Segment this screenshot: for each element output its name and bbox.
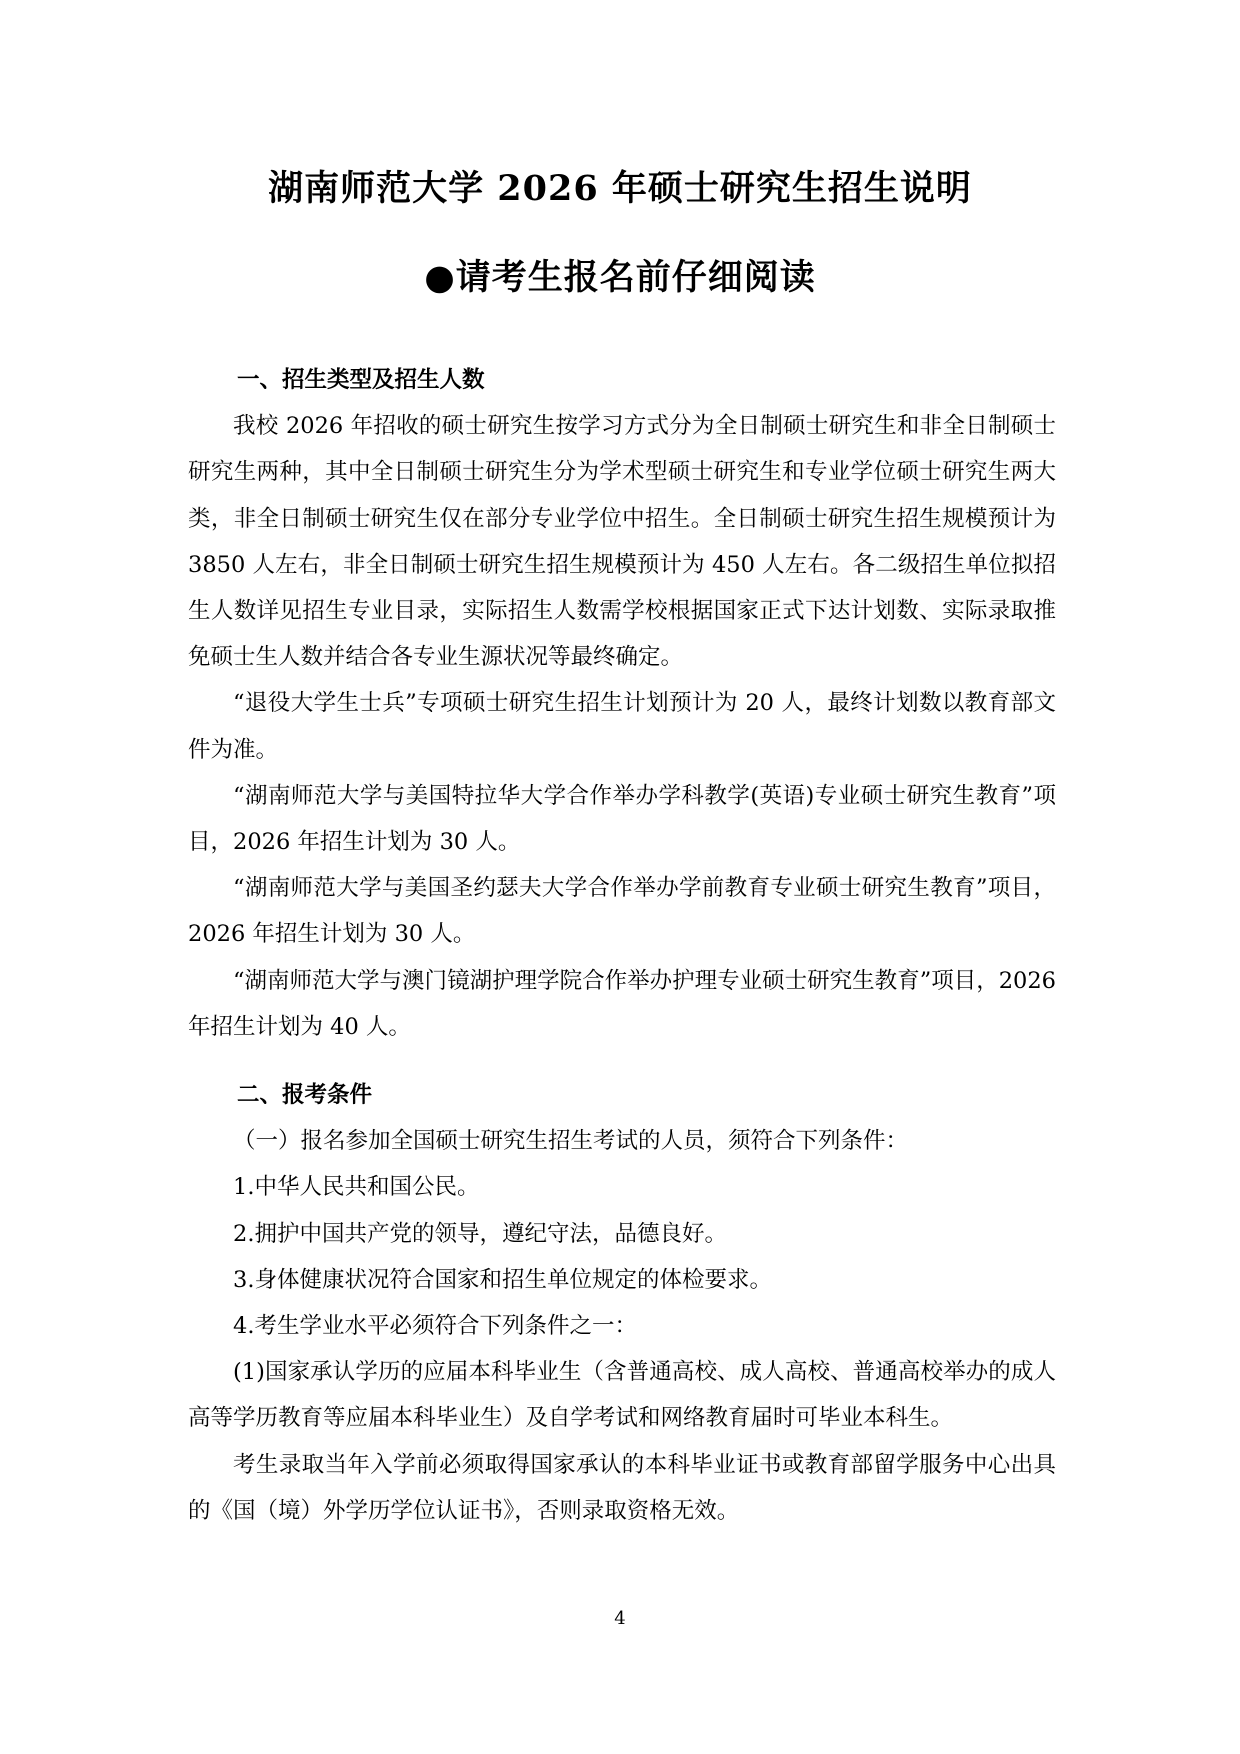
document-title: 湖南师范大学 2026 年硕士研究生招生说明 <box>268 168 972 209</box>
condition-item: 2.拥护中国共产党的领导，遵纪守法，品德良好。 <box>233 1220 727 1247</box>
condition-item: 1.中华人民共和国公民。 <box>233 1174 480 1201</box>
document-body <box>188 357 1056 1534</box>
admission-note: 考生录取当年入学前必须取得国家承认的本科毕业证书或教育部留学服务中心出具的《国（境）外学历学位认证书》，否则录取资格无效。 <box>188 1451 1056 1524</box>
condition-item: 3.身体健康状况符合国家和招生单位规定的体检要求。 <box>233 1266 772 1293</box>
section2-heading: 二、报考条件 <box>237 1082 373 1109</box>
document-subtitle: ●请考生报名前仔细阅读 <box>424 257 816 298</box>
section1-paragraph: 我校 2026 年招收的硕士研究生按学习方式分为全日制硕士研究生和非全日制硕士研究生两种，其中全日制硕士研究生分为学术型硕士研究生和专业学位硕士研究生两大类，非全日制硕士研究生仅在部分专业学位中招生。全日制硕士研究生招生规模预计为 3850 人左右，非全日制硕士研究生招生规模预计为 450 人左右。各二级招生单位拟招生人数详见招生专业目录，实际招生人数需学校根据国家正式下达计划数、实际录取推免硕士生人数并结合各专业生源状况等最终确定。 <box>188 413 1056 671</box>
section1-paragraph: “退役大学生士兵”专项硕士研究生招生计划预计为 20 人，最终计划数以教育部文件为准。 <box>188 690 1056 763</box>
page-number: 4 <box>614 1608 626 1629</box>
section1-paragraph: “湖南师范大学与澳门镜湖护理学院合作举办护理专业硕士研究生教育”项目，2026 年招生计划为 40 人。 <box>188 967 1056 1040</box>
section2-intro: （一）报名参加全国硕士研究生招生考试的人员，须符合下列条件： <box>233 1128 909 1155</box>
section1-heading: 一、招生类型及招生人数 <box>237 367 485 393</box>
condition-sub-item: (1)国家承认学历的应届本科毕业生（含普通高校、成人高校、普通高校举办的成人高等学历教育等应届本科毕业生）及自学考试和网络教育届时可毕业本科生。 <box>188 1359 1056 1432</box>
section1-paragraph: “湖南师范大学与美国圣约瑟夫大学合作举办学前教育专业硕士研究生教育”项目，2026 年招生计划为 30 人。 <box>188 875 1056 948</box>
condition-item: 4.考生学业水平必须符合下列条件之一： <box>233 1313 637 1340</box>
section1-paragraph: “湖南师范大学与美国特拉华大学合作举办学科教学(英语)专业硕士研究生教育”项目，2026 年招生计划为 30 人。 <box>188 782 1056 856</box>
